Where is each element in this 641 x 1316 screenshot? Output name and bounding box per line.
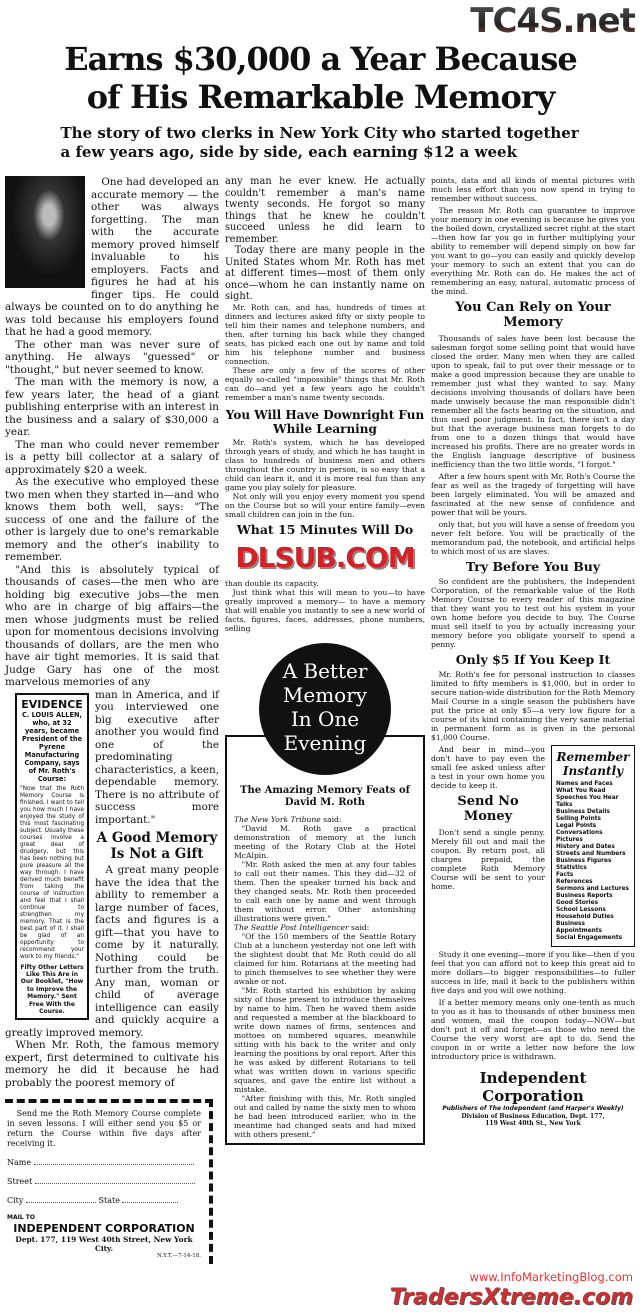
badge-line: In One (290, 706, 360, 731)
paragraph: So confident are the publishers, the Independent Corporation, of the remarkable value of the Roth Memory Course to every reader of this magazine that they want you to test out his system in your own home before you decide to buy. The Course must sell itself to you by actually increasing your memory before you obligate yourself to spend a penny. (431, 577, 635, 649)
said-label: said: (351, 922, 370, 932)
remember-item: Pictures (556, 837, 583, 843)
remember-item: Household Duties (556, 914, 614, 920)
paragraph: The reason Mr. Roth can guarantee to improve your memory in one evening is because he gives you the boiled down, crystallized secret right at the start—then how far you go in further multiplying your ability to remember will depend simply on how far you want to go—you can easily and quickly develop your memory to such an extent that you can do everything Mr. Roth can do. He makes the act of remembering an easy, natural, automatic process of the mind. (431, 206, 635, 296)
evidence-name: C. LOUIS ALLEN, who, at 32 years, became President of the Pyrene Manufacturing Company, says of Mr. Roth's Course: (21, 710, 83, 783)
publishers-line: Publishers of The Independent (and Harper's Weekly) (442, 1105, 624, 1112)
paragraph: After a few hours spent with Mr. Roth's Course the fear as well as the tragedy of forgetting will have been largely eliminated. You will be amazed and fascinated at the new sense of confidence and power that will be yours. (431, 472, 635, 517)
headline-line-2: of His Remarkable Memory (86, 78, 555, 116)
coupon-text: Send me the Roth Memory Course complete in seven lessons. I will either send you $5 or return the Course within five days after receiving it. (7, 1109, 201, 1148)
paragraph: "And this is absolutely typical of thousands of cases—the men who are holding big executive jobs—the men who are in charge of big affairs—the men whose judgments must be relied upon for momentous decisions involving thousands of dollars, are the men who have air tight memories. It is said that Judge Gary has one of the most marvelous memories of any (5, 563, 219, 688)
paragraph: "Mr. Roth started his exhibition by asking sixty of those present to introduce themselves by name to him. Then he waved them aside and requested a member at the blackboard to write down names of firms, sentences and mottoes on numbered squares, meanwhile sitting with his back to the writer and only learning the positions by oral report. After this he was asked by different Rotarians to tell what was written down in various specific squares, and gave the entire list without a mistake. (234, 985, 416, 1094)
paragraph: "Of the 150 members of the Seattle Rotary Club at a luncheon yesterday not one left with the slightest doubt that Mr. Roth could do all claimed for him. Rotarians at the meeting had to pinch themselves to see whether they were awake or not. (234, 931, 416, 986)
remember-item: References (556, 879, 593, 885)
watermark-dlsub: DLSUB.COM (235, 540, 415, 574)
source-tribune: The New York Tribune (234, 814, 321, 824)
remember-item: History and Dates (556, 844, 615, 850)
heading-good-memory: A Good Memory Is Not a Gift (96, 830, 218, 862)
remember-item: What You Read (556, 788, 606, 794)
header (0, 0, 641, 162)
paragraph: Today there are many people in the United States whom Mr. Roth has met at different times—most of them only once—whom he can instantly name on sight. (225, 245, 425, 302)
heading-15-minutes: What 15 Minutes Will Do (236, 521, 414, 537)
remember-item: Talks (556, 802, 573, 808)
heading-only-5: Only $5 If You Keep It (455, 652, 611, 667)
paragraph: any man he ever knew. He actually couldn't remember a man's name twenty seconds. He forgot so many things that he knew he couldn't succeed unless he did learn to remember. (225, 176, 425, 245)
column-3 (431, 176, 635, 1128)
paragraph: One had developed an accurate memory — the other was always forgetting. The man with the accurate memory proved himself invaluable to his employers. Facts and figures he had at his finger tips. He could always be counted on to do anything he was told because his employers found that he had a good memory. (5, 176, 219, 338)
subheadline: The story of two clerks in New York City who started together a few years ago, side by side, each earning $12 a week (60, 124, 579, 161)
paragraph: As the executive who employed these two men when they started in—and who knows them both well, says: "The success of one and the failure of the other is largely due to one's remarkable memory and the other's inability to remember. (5, 476, 219, 563)
remember-item: Good Stories (556, 900, 599, 906)
evidence-quote: "Now that the Roth Memory Course is finished, I want to tell you how much I have enjoyed the study of this most fascinating subject. Usually these courses involve a great deal of drudgery, but this has been nothing but pure pleasure all the way through. I have derived much benefit from taking the course of instruction and feel that I shall continue to strengthen my memory. That is the best part of it. I shall be glad of an opportunity to recommend your work to my friends." (20, 785, 84, 960)
coupon-company: INDEPENDENT CORPORATION (13, 1222, 195, 1235)
portrait-photo (5, 176, 85, 288)
badge-line: A Better (282, 658, 368, 683)
remember-list (556, 781, 630, 942)
columns (0, 176, 641, 1264)
remember-item: Social Engagements (556, 935, 623, 941)
paragraph: If a better memory means only one-tenth as much to you as it has to thousands of other business men and women, mail the coupon today—NOW—but don't put it off and forget—as those who need the Course the very worst are apt to do. Send the coupon in or write a letter now before the low introductory price is withdrawn. (431, 998, 635, 1061)
heading-send-no-money: Send No Money (457, 794, 519, 824)
paragraph: "After finishing with this, Mr. Roth singled out and called by name the sixty men to whom he had been introduced earlier, who in the meantime had changed seats and had mixed with others present." (234, 1093, 416, 1139)
memory-feats-box (225, 735, 425, 1145)
paragraph: man in America, and if you interviewed one big executive after another you would find one of the predominating characteristics, a keen, dependable memory. There is no attribute of success more important." (95, 688, 219, 826)
better-memory-badge (259, 643, 391, 775)
paragraph: When Mr. Roth, the famous memory expert, first determined to cultivate his memory he did it because he had probably the poorest memory of (5, 1039, 219, 1089)
paragraph: A great many people have the idea that the ability to remember a large number of faces, facts and figures is a gift—that you have to come by it naturally. Nothing could be further from the truth. Any man, woman or child of average intelligence can easily and quickly acquire a greatly improved memory. (5, 864, 219, 1039)
remember-item: Selling Points (556, 816, 601, 822)
paragraph: Thousands of sales have been lost because the salesman forgot some selling point that would have closed the order. Many men when they are called upon to speak, fail to put over their message or to make a good impression because they are unable to remember just what they wanted to say. Many decisions involving thousands of dollars have been made unwisely because the man responsible didn't remember all the facts bearing on the situation, and thus used poor judgment. In fact, there isn't a day but that the average business man forgets to do from one to a dozen things that would have increased his profits. There are no greater words in the English language descriptive of business inefficiency than the two little words, "I forgot." (431, 334, 635, 469)
remember-instantly-box (551, 745, 635, 947)
paragraph: And bear in mind—you don't have to pay even the small fee asked unless after a test in your own home you decide to keep it. (431, 745, 545, 790)
name-label: Name (7, 1158, 32, 1167)
paragraph: The other man was never sure of anything. He always "guessed" or "thought," but never seemed to know. (5, 338, 219, 376)
paragraph: These are only a few of the scores of other equally so-called "impossible" things that Mr. Roth can do—and yet a few years ago he couldn't remember a man's name twenty seconds. (225, 365, 425, 402)
remember-item: Sermons and Lectures (556, 886, 629, 892)
paragraph: "Mr. Roth asked the men at any four tables to call out their names. This they did—32 of them. Then the speaker turned his back and they changed seats. Mr. Roth then proceeded to call each one by name and went through them without error. Other astonishing illustrations were given." (234, 859, 416, 923)
paragraph: Just think what this will mean to you—to have greatly improved a memory— to have a memory that will enable you instantly to see a new world of facts, figures, faces, addresses, phone numbers, selling (225, 587, 425, 633)
remember-item: Legal Points (556, 823, 597, 829)
heading-try: Try Before You Buy (465, 559, 601, 574)
street-label: Street (7, 1177, 33, 1186)
remember-item: Business Figures (556, 858, 612, 864)
paragraph: Study it one evening—more if you like—then if you feel that you can afford not to keep this great aid to more dollars—to bigger responsibilities—to fuller success in life, mail it back to the publishers within five days and you will owe nothing. (431, 950, 635, 995)
remember-item: Business Details (556, 809, 610, 815)
remember-item: Speeches You Hear (556, 795, 619, 801)
remember-item: Facts (556, 872, 574, 878)
paragraph: Not only will you enjoy every moment you spend on the Course but so will your entire family—even small children can join in the fun. (225, 491, 425, 519)
paragraph: The man who could never remember is a petty bill collector at a salary of approximately $20 a week. (5, 438, 219, 476)
evidence-footer: Fifty Other Letters Like This Are in Our Booklet, "How to Improve the Memory." Sent Free With the Course. (20, 963, 84, 1015)
watermark-tc4s: TC4S.net (6, 2, 635, 40)
said-label: said: (323, 814, 342, 824)
remember-item: Business Reports (556, 893, 613, 899)
heading-rely: You Can Rely on Your Memory (455, 300, 611, 330)
watermark-site: www.InfoMarketingBlog.com (469, 1270, 633, 1284)
remember-item: Streets and Numbers (556, 851, 626, 857)
paragraph: than double its capacity. (225, 578, 319, 588)
remember-item: School Lessons (556, 907, 606, 913)
evidence-title: EVIDENCE (21, 697, 83, 711)
paragraph: The man with the memory is now, a few years later, the head of a giant publishing enterprise with an interest in the business and a salary of $30,000 a year. (5, 376, 219, 438)
remember-item: Business Appointments (556, 921, 602, 934)
division-line: Division of Business Education, Dept. 177, (461, 1112, 605, 1120)
remember-item: Conversations (556, 830, 603, 836)
badge-line: Evening (283, 730, 367, 755)
paragraph: only that, but you will have a sense of freedom you never felt before. You will be practically of the memorandum pad, the notebook, and artificial helps to which most of us are slaves. (431, 520, 635, 556)
name-field[interactable] (7, 1158, 201, 1168)
remember-item: Statistics (556, 865, 587, 871)
heading-downright-fun: You Will Have Downright Fun While Learning (225, 407, 425, 436)
source-seattle: The Seattle Post Intelligencer (234, 922, 349, 932)
watermark-tradersxtreme: TradersXtreme.com (389, 1285, 633, 1310)
paragraph: Mr. Roth can, and has, hundreds of times at dinners and lectures asked fifty or sixty people to tell him their names and telephone numbers, and then, after turning his back while they changed seats, has picked each one out by name and told him his telephone number and business connection. (225, 302, 425, 366)
paragraph: "David M. Roth gave a practical demonstration of memory at the lunch meeting of the Rotary Club at the Hotel McAlpin. (234, 823, 416, 860)
mail-to-label: MAIL TO (7, 1214, 35, 1221)
remember-title: Remember Instantly (556, 750, 630, 778)
feats-title: The Amazing Memory Feats of David M. Roth (240, 784, 410, 808)
remember-item: Names and Faces (556, 781, 613, 787)
coupon-address: Dept. 177, 119 West 40th Street, New York City. (15, 1235, 193, 1253)
city-state-field[interactable] (7, 1196, 201, 1206)
footer (0, 1264, 641, 1316)
evidence-box (15, 693, 89, 1021)
column-1 (5, 176, 219, 1264)
coupon-code: N.Y.T.—7-14-18. (157, 1253, 201, 1259)
column-2 (225, 176, 425, 1145)
street-field[interactable] (7, 1177, 201, 1187)
paragraph: Mr. Roth's system, which he has developed through years of study, and which he has taught in class to hundreds of business men and others throughout the country in person, is so easy that a child can learn it, and it is more real fun than any game you play solely for pleasure. (225, 437, 425, 492)
paragraph: points, data and all kinds of mental pictures with much less effort than you now spend in trying to remember without success. (431, 176, 635, 203)
paragraph: Mr. Roth's fee for personal instruction to classes limited to fifty members is $1,000, but in order to secure nation-wide distribution for the Roth Memory Mail Course in a single season the publishers have put the price at only $5—a very low figure for a course of its kind containing the very same material in permanent form as is given in the personal $1,000 Course. (431, 670, 635, 742)
state-label: State (98, 1196, 120, 1205)
badge-line: Memory (282, 682, 368, 707)
paragraph: Don't send a single penny. Merely fill out and mail the coupon. By return post, all charges prepaid, the complete Roth Memory Course will be sent to your home. (431, 828, 545, 891)
company-address: 119 West 40th St., New York (485, 1120, 581, 1127)
headline-line-1: Earns $30,000 a Year Because (64, 40, 577, 78)
company-logo: Independent Corporation (479, 1069, 587, 1105)
city-label: City (7, 1196, 24, 1205)
order-coupon[interactable] (5, 1099, 213, 1264)
